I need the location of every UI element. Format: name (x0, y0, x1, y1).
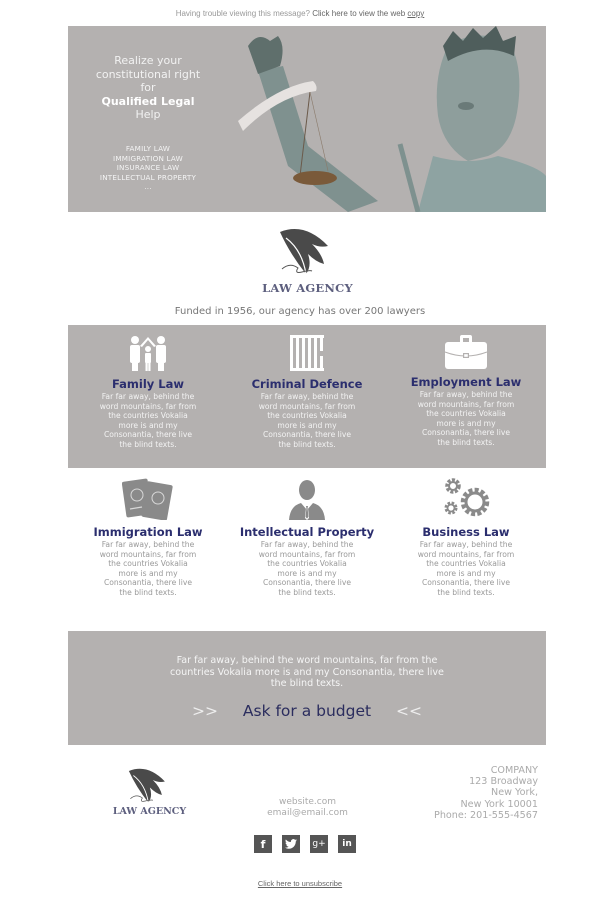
service-title: Business Law (422, 525, 510, 539)
businessman-icon (287, 478, 327, 520)
logo-text: LAW AGENCY (262, 281, 353, 295)
linkedin-icon[interactable]: in (338, 835, 356, 853)
hero-headline: Realize your constitutional right for Qualified Legal Help (95, 54, 201, 121)
service-description: Far far away, behind the word mountains, far from the countries Vokalia more is and my Consonantia, there live the blind texts. (417, 390, 515, 447)
service-description: Far far away, behind the word mountains, far from the countries Vokalia more is and my Consonantia, there live the blind texts. (99, 392, 197, 449)
hero-banner (68, 26, 546, 212)
email-link[interactable]: email@email.com (267, 808, 348, 818)
gears-icon (440, 476, 492, 520)
service-immigration-law (68, 478, 228, 598)
preheader (0, 9, 600, 18)
google-plus-icon[interactable]: g+ (310, 835, 328, 853)
service-criminal-defence (227, 334, 387, 450)
service-title: Family Law (111, 377, 185, 391)
cta-band (68, 631, 546, 745)
ask-budget-cta (68, 702, 546, 720)
website-link[interactable]: website.com (279, 797, 336, 807)
footer-logo (102, 765, 197, 820)
service-title: Criminal Defence (251, 377, 363, 391)
footer-logo-text: LAW AGENCY (112, 806, 187, 817)
service-title: Immigration Law (93, 525, 203, 539)
service-description: Far far away, behind the word mountains, far from the countries Vokalia more is and my Consonantia, there live the blind texts. (99, 540, 197, 597)
service-description: Far far away, behind the word mountains, far from the countries Vokalia more is and my Consonantia, there live the blind texts. (258, 392, 356, 449)
footer-address: COMPANY 123 Broadway New York, New York 10001 Phone: 201-555-4567 (434, 765, 538, 821)
service-description: Far far away, behind the word mountains, far from the countries Vokalia more is and my Consonantia, there live the blind texts. (258, 540, 356, 597)
service-title: Employment Law (410, 375, 522, 389)
arrow-right: << (396, 702, 423, 720)
lady-justice-image (238, 26, 546, 212)
agency-tagline: Funded in 1956, our agency has over 200 lawyers (174, 306, 426, 317)
facebook-icon[interactable]: f (254, 835, 272, 853)
arrow-left: >> (191, 702, 218, 720)
briefcase-icon (444, 334, 488, 370)
service-employment-law (386, 334, 546, 448)
view-web-link[interactable]: Click here to view the web copy (312, 9, 425, 18)
ask-budget-button[interactable]: Ask for a budget (242, 702, 372, 720)
service-family-law (68, 334, 228, 450)
family-house-icon (128, 334, 168, 372)
jail-bars-icon (287, 334, 327, 372)
cta-paragraph: Far far away, behind the word mountains, far from the countries Vokalia more is and my Consonantia, there live the blind texts. (170, 655, 444, 690)
preheader-text: Having trouble viewing this message? (175, 9, 310, 18)
twitter-icon[interactable] (282, 835, 300, 853)
unsubscribe-link[interactable]: Click here to unsubscribe (257, 879, 343, 888)
social-links (254, 835, 356, 853)
quill-feather-icon (102, 765, 197, 807)
service-description: Far far away, behind the word mountains, far from the countries Vokalia more is and my Consonantia, there live the blind texts. (417, 540, 515, 597)
agency-logo (250, 224, 365, 296)
service-title: Intellectual Property (239, 525, 375, 539)
quill-feather-icon (250, 224, 365, 280)
service-intellectual-property (227, 478, 387, 598)
passports-icon (122, 478, 174, 520)
footer-contact (240, 797, 375, 819)
service-business-law (386, 476, 546, 598)
hero-practice-list: FAMILY LAW IMMIGRATION LAW INSURANCE LAW INTELLECTUAL PROPERTY ... (99, 144, 197, 191)
services-band-top (68, 325, 546, 468)
